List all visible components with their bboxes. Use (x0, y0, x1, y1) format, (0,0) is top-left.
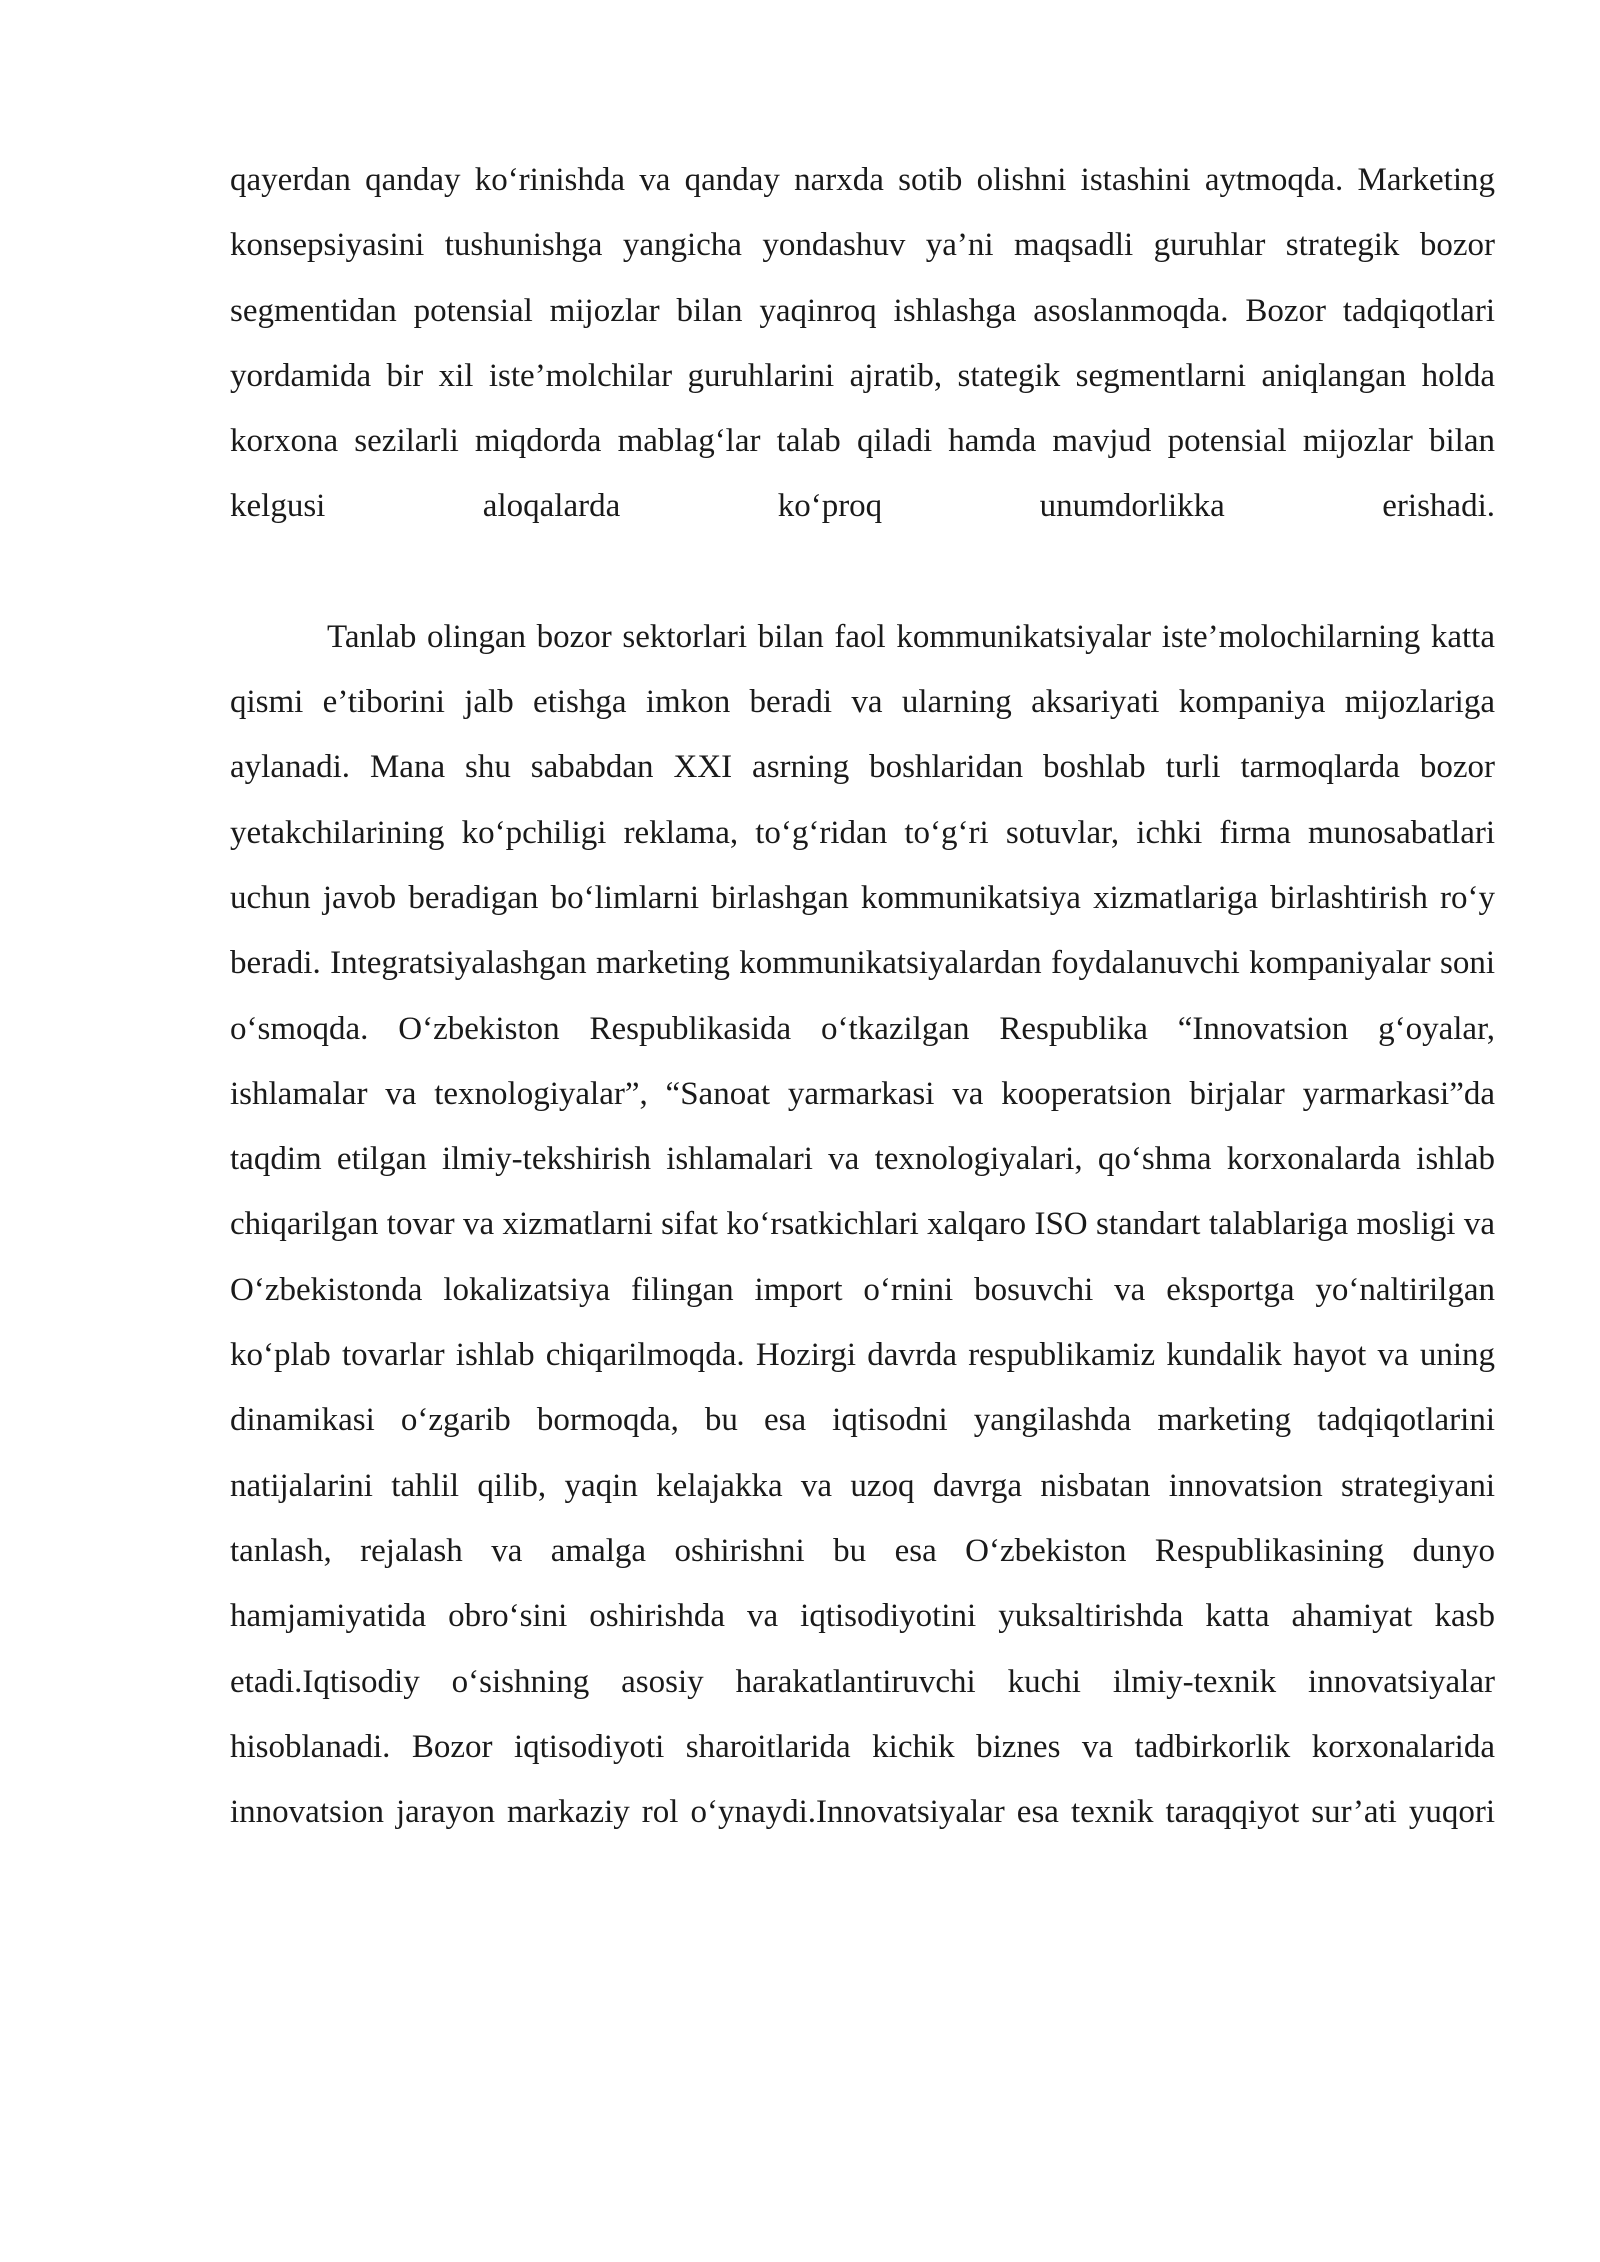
paragraph-2: Tanlab olingan bozor sektorlari bilan faol kommunikatsiyalar iste’molochilarning katta qismi e’tiborini jalb etishga imkon beradi va ularning aksariyati kompaniya mijozlariga aylanadi. Mana shu sababdan XXI asrning boshlaridan boshlab turli tarmoqlarda bozor yetakchilarining ko‘pchiligi reklama, to‘g‘ridan to‘g‘ri sotuvlar, ichki firma munosabatlari uchun javob beradigan bo‘limlarni birlashgan kommunikatsiya xizmatlariga birlashtirish ro‘y beradi. Integratsiyalashgan marketing kommunikatsiyalardan foydalanuvchi kompaniyalar soni o‘smoqda. O‘zbekiston Respublikasida o‘tkazilgan Respublika “Innovatsion g‘oyalar, ishlamalar va texnologiyalar”, “Sanoat yarmarkasi va kooperatsion birjalar yarmarkasi”da taqdim etilgan ilmiy-tekshirish ishlamalari va texnologiyalari, qo‘shma korxonalarda ishlab chiqarilgan tovar va xizmatlarni sifat ko‘rsatkichlari xalqaro ISO standart talablariga mosligi va O‘zbekistonda lokalizatsiya filingan import o‘rnini bosuvchi va eksportga yo‘naltirilgan ko‘plab tovarlar ishlab chiqarilmoqda. Hozirgi davrda respublikamiz kundalik hayot va uning dinamikasi o‘zgarib bormoqda, bu esa iqtisodni yangilashda marketing tadqiqotlarini natijalarini tahlil qilib, yaqin kelajakka va uzoq davrga nisbatan innovatsion strategiyani tanlash, rejalash va amalga oshirishni bu esa O‘zbekiston Respublikasining dunyo hamjamiyatida obro‘sini oshirishda va iqtisodiyotini yuksaltirishda katta ahamiyat kasb etadi.Iqtisodiy o‘sishning asosiy harakatlantiruvchi kuchi ilmiy-texnik innovatsiyalar hisoblanadi. Bozor iqtisodiyoti sharoitlarida kichik biznes va tadbirkorlik korxonalarida innovatsion jarayon markaziy rol o‘ynaydi.Innovatsiyalar esa texnik taraqqiyot sur’ati yuqori (230, 618, 1495, 1831)
document-body (230, 148, 1495, 1845)
paragraph-1: qayerdan qanday ko‘rinishda va qanday narxda sotib olishni istashini aytmoqda. Marketing konsepsiyasini tushunishga yangicha yondashuv ya’ni maqsadli guruhlar strategik bozor segmentidan potensial mijozlar bilan yaqinroq ishlashga asoslanmoqda. Bozor tadqiqotlari yordamida bir xil iste’molchilar guruhlarini ajratib, stategik segmentlarni aniqlangan holda korxona sezilarli miqdorda mablag‘lar talab qiladi hamda mavjud potensial mijozlar bilan kelgusi aloqalarda ko‘proq unumdorlikka erishadi. (230, 162, 1495, 525)
